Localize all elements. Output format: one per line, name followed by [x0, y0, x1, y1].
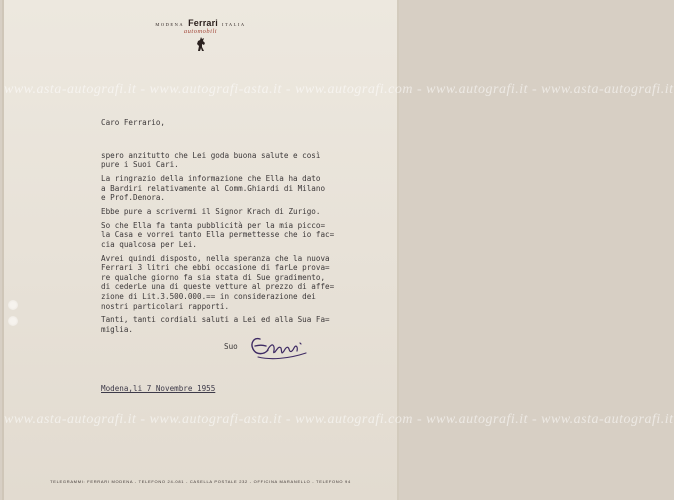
letter-sheet	[2, 0, 674, 500]
paragraph: Avrei quindi disposto, nella speranza che la nuova Ferrari 3 litri che ebbi occasione di farLe prova= re qualche giorno fa sia stata di Sue gradimento, di cederLe una di queste vetture al prezzo di affe= zione di Lit.3.500.000.== in considerazione dei nostri particolari rapporti.	[101, 253, 335, 311]
watermark-top: www.asta-autografi.it - www.autografi-asta.it - www.autografi.com - www.autografi.it - www.asta-autografi.it	[4, 82, 674, 97]
letterhead-country: ITALIA	[222, 22, 246, 27]
watermark-bottom: www.asta-autografi.it - www.autografi-asta.it - www.autografi.com - www.autografi.it - www.asta-autografi.it	[4, 412, 674, 427]
letterhead-brand: Ferrari	[188, 18, 219, 28]
signature-block	[224, 333, 314, 365]
paragraph: Ebbe pure a scrivermi il Signor Krach di Zurigo.	[101, 206, 321, 216]
paragraph: La ringrazio della informazione che Ella ha dato a Bardiri relativamente al Comm.Ghiardi di Milano e Prof.Denora.	[101, 173, 326, 203]
letterhead-line	[4, 18, 397, 28]
paragraph: So che Ella fa tanta pubblicità per la mia picco= la Casa e vorrei tanto Ella permettesse che io fac= cia qualcosa per Lei.	[101, 220, 335, 249]
signature-icon	[248, 333, 310, 363]
letterhead-footer: TELEGRAMMI: FERRARI MODENA - TELEFONO 24-081 - CASELLA POSTALE 232 - OFFICINA MARANELLO - TELEFONO 94	[50, 479, 351, 484]
letterhead-city: MODENA	[155, 22, 185, 27]
punch-hole	[8, 316, 18, 326]
letterhead-subtitle: automobili	[183, 28, 218, 35]
paragraph: spero anzitutto che Lei goda buona salute e così pure i Suoi Cari.	[101, 150, 321, 170]
closing: Suo	[224, 342, 238, 351]
paragraph: Tanti, tanti cordiali saluti a Lei ed alla Sua Fa= miglia.	[101, 315, 330, 335]
letterhead	[4, 18, 397, 52]
prancing-horse-icon	[194, 36, 208, 52]
salutation: Caro Ferrario,	[101, 118, 166, 127]
letter-date: Modena,li 7 Novembre 1955	[101, 384, 216, 393]
letter-body	[101, 118, 371, 339]
punch-hole	[8, 300, 18, 310]
